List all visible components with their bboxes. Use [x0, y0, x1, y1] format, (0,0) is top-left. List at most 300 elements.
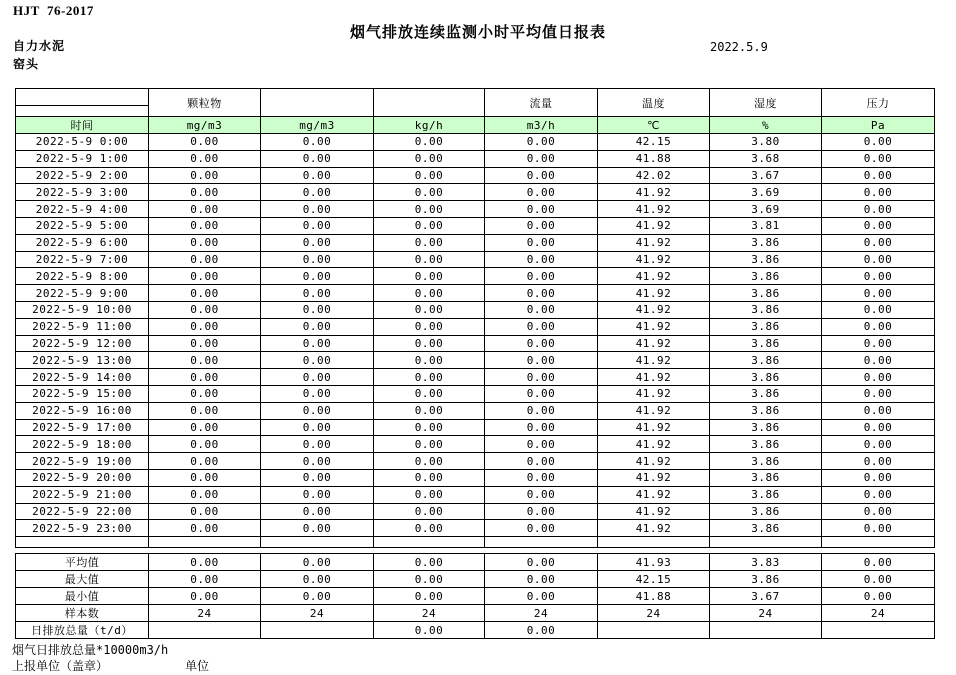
- value-cell: 0.00: [261, 503, 374, 520]
- value-cell: 3.86: [710, 385, 822, 402]
- value-cell: 41.92: [598, 268, 710, 285]
- summary-value-cell: 0.00: [149, 588, 261, 605]
- summary-value-cell: 41.88: [598, 588, 710, 605]
- time-cell: 2022-5-9 2:00: [16, 167, 149, 184]
- value-cell: 0.00: [149, 268, 261, 285]
- time-cell: 2022-5-9 8:00: [16, 268, 149, 285]
- summary-label: 最大值: [16, 571, 149, 588]
- value-cell: 0.00: [374, 469, 485, 486]
- summary-value-cell: 0.00: [485, 622, 598, 639]
- value-cell: 0.00: [374, 419, 485, 436]
- value-cell: 0.00: [374, 285, 485, 302]
- value-cell: 0.00: [485, 369, 598, 386]
- table-row: [16, 251, 935, 268]
- value-cell: 3.86: [710, 503, 822, 520]
- value-cell: 3.86: [710, 453, 822, 470]
- value-cell: 41.92: [598, 385, 710, 402]
- value-cell: 0.00: [149, 436, 261, 453]
- value-cell: 41.88: [598, 150, 710, 167]
- summary-value-cell: 3.86: [710, 571, 822, 588]
- value-cell: 0.00: [822, 184, 935, 201]
- value-cell: 0.00: [374, 453, 485, 470]
- value-cell: 0.00: [485, 419, 598, 436]
- value-cell: 0.00: [374, 184, 485, 201]
- value-cell: 0.00: [261, 369, 374, 386]
- table-row: [16, 134, 935, 151]
- value-cell: 0.00: [822, 335, 935, 352]
- daily-total-flow-note: 烟气日排放总量*10000m3/h: [12, 643, 169, 657]
- value-cell: 0.00: [485, 453, 598, 470]
- value-cell: 0.00: [822, 251, 935, 268]
- value-cell: 0.00: [261, 201, 374, 218]
- value-cell: 0.00: [485, 385, 598, 402]
- report-title: 烟气排放连续监测小时平均值日报表: [349, 23, 606, 41]
- column-group-header-empty: [374, 89, 485, 117]
- reporting-unit-label: 上报单位（盖章）: [12, 659, 109, 673]
- summary-label: 最小值: [16, 588, 149, 605]
- value-cell: 0.00: [822, 419, 935, 436]
- value-cell: 3.86: [710, 318, 822, 335]
- value-cell: 3.80: [710, 134, 822, 151]
- value-cell: 41.92: [598, 436, 710, 453]
- value-cell: 41.92: [598, 453, 710, 470]
- summary-value-cell: 0.00: [485, 571, 598, 588]
- column-group-header: 压力: [822, 89, 935, 117]
- summary-value-cell: 3.67: [710, 588, 822, 605]
- table-row: [16, 453, 935, 470]
- summary-value-cell: 0.00: [149, 571, 261, 588]
- value-cell: 0.00: [149, 469, 261, 486]
- value-cell: 0.00: [485, 503, 598, 520]
- value-cell: 3.86: [710, 436, 822, 453]
- time-cell: 2022-5-9 6:00: [16, 234, 149, 251]
- value-cell: 0.00: [374, 167, 485, 184]
- value-cell: 0.00: [485, 520, 598, 537]
- report-date: 2022.5.9: [710, 40, 768, 54]
- time-cell: 2022-5-9 14:00: [16, 369, 149, 386]
- value-cell: 0.00: [261, 318, 374, 335]
- value-cell: 0.00: [485, 251, 598, 268]
- time-cell: 2022-5-9 10:00: [16, 301, 149, 318]
- summary-value-cell: 24: [374, 605, 485, 622]
- summary-value-cell: 0.00: [374, 622, 485, 639]
- value-cell: 0.00: [261, 486, 374, 503]
- table-row: [16, 486, 935, 503]
- value-cell: 0.00: [149, 520, 261, 537]
- summary-label: 日排放总量（t/d）: [16, 622, 149, 639]
- value-cell: 0.00: [822, 520, 935, 537]
- time-cell: 2022-5-9 4:00: [16, 201, 149, 218]
- summary-value-cell: 24: [710, 605, 822, 622]
- value-cell: 0.00: [149, 301, 261, 318]
- value-cell: 0.00: [261, 352, 374, 369]
- time-column-label: 时间: [16, 117, 149, 134]
- summary-value-cell: 3.83: [710, 554, 822, 571]
- blank-cell: [710, 537, 822, 548]
- summary-value-cell: [261, 622, 374, 639]
- value-cell: 0.00: [485, 234, 598, 251]
- value-cell: 0.00: [374, 150, 485, 167]
- summary-value-cell: 0.00: [485, 588, 598, 605]
- value-cell: 0.00: [822, 167, 935, 184]
- value-cell: 3.86: [710, 301, 822, 318]
- blank-row: [16, 537, 935, 548]
- summary-value-cell: 24: [149, 605, 261, 622]
- value-cell: 0.00: [149, 167, 261, 184]
- value-cell: 42.15: [598, 134, 710, 151]
- unit-label: 单位: [185, 659, 210, 673]
- summary-value-cell: 0.00: [822, 571, 935, 588]
- column-group-header: 颗粒物: [149, 89, 261, 117]
- value-cell: 0.00: [822, 301, 935, 318]
- table-body: [16, 134, 935, 548]
- value-cell: 3.86: [710, 268, 822, 285]
- summary-value-cell: 24: [261, 605, 374, 622]
- value-cell: 3.86: [710, 520, 822, 537]
- value-cell: 0.00: [374, 335, 485, 352]
- value-cell: 3.86: [710, 352, 822, 369]
- value-cell: 0.00: [485, 436, 598, 453]
- value-cell: 0.00: [261, 436, 374, 453]
- value-cell: 3.86: [710, 419, 822, 436]
- unit-label-cell: %: [710, 117, 822, 134]
- summary-value-cell: [598, 622, 710, 639]
- table-row: [16, 436, 935, 453]
- unit-label-cell: m3/h: [485, 117, 598, 134]
- value-cell: 0.00: [149, 217, 261, 234]
- value-cell: 41.92: [598, 469, 710, 486]
- value-cell: 0.00: [485, 318, 598, 335]
- monitoring-point-name: 窑头: [13, 57, 40, 71]
- value-cell: 0.00: [374, 503, 485, 520]
- value-cell: 41.92: [598, 369, 710, 386]
- table-row: [16, 369, 935, 386]
- value-cell: 0.00: [822, 486, 935, 503]
- value-cell: 0.00: [822, 503, 935, 520]
- summary-value-cell: 24: [598, 605, 710, 622]
- time-cell: 2022-5-9 23:00: [16, 520, 149, 537]
- time-header-upper-cell: [16, 89, 149, 106]
- value-cell: 41.92: [598, 285, 710, 302]
- value-cell: 0.00: [822, 369, 935, 386]
- blank-cell: [598, 537, 710, 548]
- time-cell: 2022-5-9 1:00: [16, 150, 149, 167]
- summary-value-cell: 0.00: [149, 554, 261, 571]
- summary-value-cell: 0.00: [822, 588, 935, 605]
- unit-label-cell: Pa: [822, 117, 935, 134]
- unit-label-cell: kg/h: [374, 117, 485, 134]
- value-cell: 0.00: [485, 134, 598, 151]
- value-cell: 3.86: [710, 335, 822, 352]
- value-cell: 3.69: [710, 201, 822, 218]
- value-cell: 0.00: [485, 201, 598, 218]
- table-row: [16, 201, 935, 218]
- summary-value-cell: 0.00: [485, 554, 598, 571]
- blank-cell: [16, 537, 149, 548]
- value-cell: 41.92: [598, 301, 710, 318]
- table-row: [16, 503, 935, 520]
- value-cell: 0.00: [374, 520, 485, 537]
- value-cell: 0.00: [822, 285, 935, 302]
- value-cell: 0.00: [822, 469, 935, 486]
- table-row: [16, 301, 935, 318]
- time-cell: 2022-5-9 0:00: [16, 134, 149, 151]
- value-cell: 0.00: [374, 402, 485, 419]
- time-header-lower-cell: [16, 106, 149, 117]
- value-cell: 3.86: [710, 369, 822, 386]
- table-row: [16, 217, 935, 234]
- summary-label: 样本数: [16, 605, 149, 622]
- summary-value-cell: 0.00: [374, 588, 485, 605]
- value-cell: 0.00: [485, 402, 598, 419]
- value-cell: 41.92: [598, 402, 710, 419]
- table-row: [16, 167, 935, 184]
- value-cell: 0.00: [261, 335, 374, 352]
- value-cell: 0.00: [149, 453, 261, 470]
- value-cell: 3.69: [710, 184, 822, 201]
- summary-value-cell: 42.15: [598, 571, 710, 588]
- value-cell: 0.00: [374, 268, 485, 285]
- table-row: [16, 469, 935, 486]
- summary-value-cell: 24: [822, 605, 935, 622]
- summary-value-cell: 0.00: [261, 554, 374, 571]
- value-cell: 0.00: [822, 436, 935, 453]
- summary-value-cell: 0.00: [822, 554, 935, 571]
- value-cell: 3.86: [710, 486, 822, 503]
- value-cell: 0.00: [485, 217, 598, 234]
- table-row: [16, 285, 935, 302]
- value-cell: 0.00: [149, 402, 261, 419]
- summary-row: [16, 554, 935, 571]
- value-cell: 0.00: [822, 234, 935, 251]
- unit-label-cell: mg/m3: [261, 117, 374, 134]
- time-cell: 2022-5-9 21:00: [16, 486, 149, 503]
- value-cell: 3.86: [710, 285, 822, 302]
- value-cell: 0.00: [149, 335, 261, 352]
- value-cell: 41.92: [598, 352, 710, 369]
- value-cell: 41.92: [598, 486, 710, 503]
- table-row: [16, 385, 935, 402]
- value-cell: 0.00: [374, 234, 485, 251]
- value-cell: 0.00: [261, 520, 374, 537]
- summary-row: [16, 571, 935, 588]
- value-cell: 0.00: [149, 184, 261, 201]
- value-cell: 41.92: [598, 318, 710, 335]
- value-cell: 0.00: [261, 234, 374, 251]
- value-cell: 0.00: [149, 318, 261, 335]
- value-cell: 0.00: [485, 167, 598, 184]
- value-cell: 0.00: [261, 453, 374, 470]
- value-cell: 3.68: [710, 150, 822, 167]
- value-cell: 3.86: [710, 251, 822, 268]
- blank-cell: [261, 537, 374, 548]
- column-group-header-empty: [261, 89, 374, 117]
- value-cell: 0.00: [485, 184, 598, 201]
- value-cell: 0.00: [149, 369, 261, 386]
- column-group-header: 流量: [485, 89, 598, 117]
- time-cell: 2022-5-9 9:00: [16, 285, 149, 302]
- summary-value-cell: 0.00: [261, 588, 374, 605]
- time-cell: 2022-5-9 12:00: [16, 335, 149, 352]
- value-cell: 41.92: [598, 520, 710, 537]
- value-cell: 41.92: [598, 234, 710, 251]
- time-cell: 2022-5-9 15:00: [16, 385, 149, 402]
- value-cell: 3.86: [710, 469, 822, 486]
- value-cell: 41.92: [598, 184, 710, 201]
- summary-value-cell: 0.00: [374, 554, 485, 571]
- value-cell: 0.00: [822, 453, 935, 470]
- value-cell: 41.92: [598, 251, 710, 268]
- value-cell: 3.86: [710, 234, 822, 251]
- value-cell: 0.00: [261, 217, 374, 234]
- table-row: [16, 318, 935, 335]
- blank-cell: [822, 537, 935, 548]
- table-row: [16, 335, 935, 352]
- table-row: [16, 402, 935, 419]
- blank-cell: [374, 537, 485, 548]
- value-cell: 0.00: [149, 419, 261, 436]
- value-cell: 0.00: [261, 268, 374, 285]
- time-cell: 2022-5-9 11:00: [16, 318, 149, 335]
- company-name: 自力水泥: [13, 39, 66, 53]
- unit-label-cell: mg/m3: [149, 117, 261, 134]
- time-cell: 2022-5-9 17:00: [16, 419, 149, 436]
- value-cell: 0.00: [485, 486, 598, 503]
- value-cell: 0.00: [261, 402, 374, 419]
- time-cell: 2022-5-9 22:00: [16, 503, 149, 520]
- time-cell: 2022-5-9 13:00: [16, 352, 149, 369]
- value-cell: 0.00: [485, 352, 598, 369]
- value-cell: 0.00: [261, 385, 374, 402]
- value-cell: 0.00: [822, 217, 935, 234]
- table-row: [16, 352, 935, 369]
- value-cell: 0.00: [822, 134, 935, 151]
- time-cell: 2022-5-9 7:00: [16, 251, 149, 268]
- unit-label-cell: ℃: [598, 117, 710, 134]
- value-cell: 0.00: [261, 469, 374, 486]
- value-cell: 0.00: [374, 301, 485, 318]
- value-cell: 0.00: [374, 251, 485, 268]
- summary-row: [16, 588, 935, 605]
- standard-code: HJT 76-2017: [13, 3, 94, 18]
- value-cell: 42.02: [598, 167, 710, 184]
- value-cell: 0.00: [822, 268, 935, 285]
- value-cell: 0.00: [149, 385, 261, 402]
- table-row: [16, 419, 935, 436]
- table-row: [16, 268, 935, 285]
- value-cell: 0.00: [149, 503, 261, 520]
- table-row: [16, 184, 935, 201]
- value-cell: 0.00: [485, 301, 598, 318]
- time-cell: 2022-5-9 18:00: [16, 436, 149, 453]
- value-cell: 0.00: [822, 318, 935, 335]
- value-cell: 0.00: [374, 385, 485, 402]
- time-cell: 2022-5-9 19:00: [16, 453, 149, 470]
- value-cell: 41.92: [598, 419, 710, 436]
- summary-value-cell: [822, 622, 935, 639]
- value-cell: 0.00: [374, 201, 485, 218]
- value-cell: 0.00: [485, 150, 598, 167]
- value-cell: 41.92: [598, 201, 710, 218]
- summary-row: [16, 605, 935, 622]
- value-cell: 0.00: [485, 335, 598, 352]
- value-cell: 0.00: [822, 150, 935, 167]
- summary-value-cell: 0.00: [261, 571, 374, 588]
- hourly-average-table: [15, 88, 935, 548]
- column-group-header: 温度: [598, 89, 710, 117]
- value-cell: 0.00: [374, 352, 485, 369]
- time-cell: 2022-5-9 3:00: [16, 184, 149, 201]
- summary-value-cell: 24: [485, 605, 598, 622]
- summary-label: 平均值: [16, 554, 149, 571]
- table-row: [16, 234, 935, 251]
- table-row: [16, 150, 935, 167]
- value-cell: 0.00: [485, 469, 598, 486]
- summary-body: [16, 554, 935, 639]
- summary-table: [15, 553, 935, 639]
- value-cell: 41.92: [598, 217, 710, 234]
- value-cell: 0.00: [149, 251, 261, 268]
- value-cell: 0.00: [374, 486, 485, 503]
- value-cell: 0.00: [149, 486, 261, 503]
- time-cell: 2022-5-9 5:00: [16, 217, 149, 234]
- value-cell: 3.81: [710, 217, 822, 234]
- value-cell: 41.92: [598, 335, 710, 352]
- value-cell: 0.00: [149, 150, 261, 167]
- value-cell: 0.00: [149, 234, 261, 251]
- blank-cell: [149, 537, 261, 548]
- blank-cell: [485, 537, 598, 548]
- value-cell: 0.00: [822, 385, 935, 402]
- value-cell: 0.00: [374, 217, 485, 234]
- value-cell: 0.00: [485, 285, 598, 302]
- value-cell: 3.86: [710, 402, 822, 419]
- summary-row: [16, 622, 935, 639]
- value-cell: 0.00: [822, 352, 935, 369]
- summary-value-cell: [710, 622, 822, 639]
- value-cell: 0.00: [261, 419, 374, 436]
- table-row: [16, 520, 935, 537]
- value-cell: 0.00: [485, 268, 598, 285]
- summary-value-cell: [149, 622, 261, 639]
- value-cell: 0.00: [374, 369, 485, 386]
- value-cell: 0.00: [261, 251, 374, 268]
- value-cell: 0.00: [374, 134, 485, 151]
- value-cell: 0.00: [149, 285, 261, 302]
- value-cell: 0.00: [261, 134, 374, 151]
- value-cell: 0.00: [374, 318, 485, 335]
- table-header: [16, 89, 935, 134]
- value-cell: 0.00: [374, 436, 485, 453]
- time-cell: 2022-5-9 16:00: [16, 402, 149, 419]
- value-cell: 0.00: [261, 184, 374, 201]
- value-cell: 0.00: [261, 167, 374, 184]
- value-cell: 0.00: [822, 201, 935, 218]
- time-cell: 2022-5-9 20:00: [16, 469, 149, 486]
- summary-value-cell: 41.93: [598, 554, 710, 571]
- value-cell: 0.00: [822, 402, 935, 419]
- column-group-header: 湿度: [710, 89, 822, 117]
- value-cell: 0.00: [261, 301, 374, 318]
- value-cell: 0.00: [149, 201, 261, 218]
- summary-value-cell: 0.00: [374, 571, 485, 588]
- value-cell: 0.00: [261, 150, 374, 167]
- value-cell: 41.92: [598, 503, 710, 520]
- value-cell: 0.00: [149, 352, 261, 369]
- value-cell: 3.67: [710, 167, 822, 184]
- value-cell: 0.00: [261, 285, 374, 302]
- value-cell: 0.00: [149, 134, 261, 151]
